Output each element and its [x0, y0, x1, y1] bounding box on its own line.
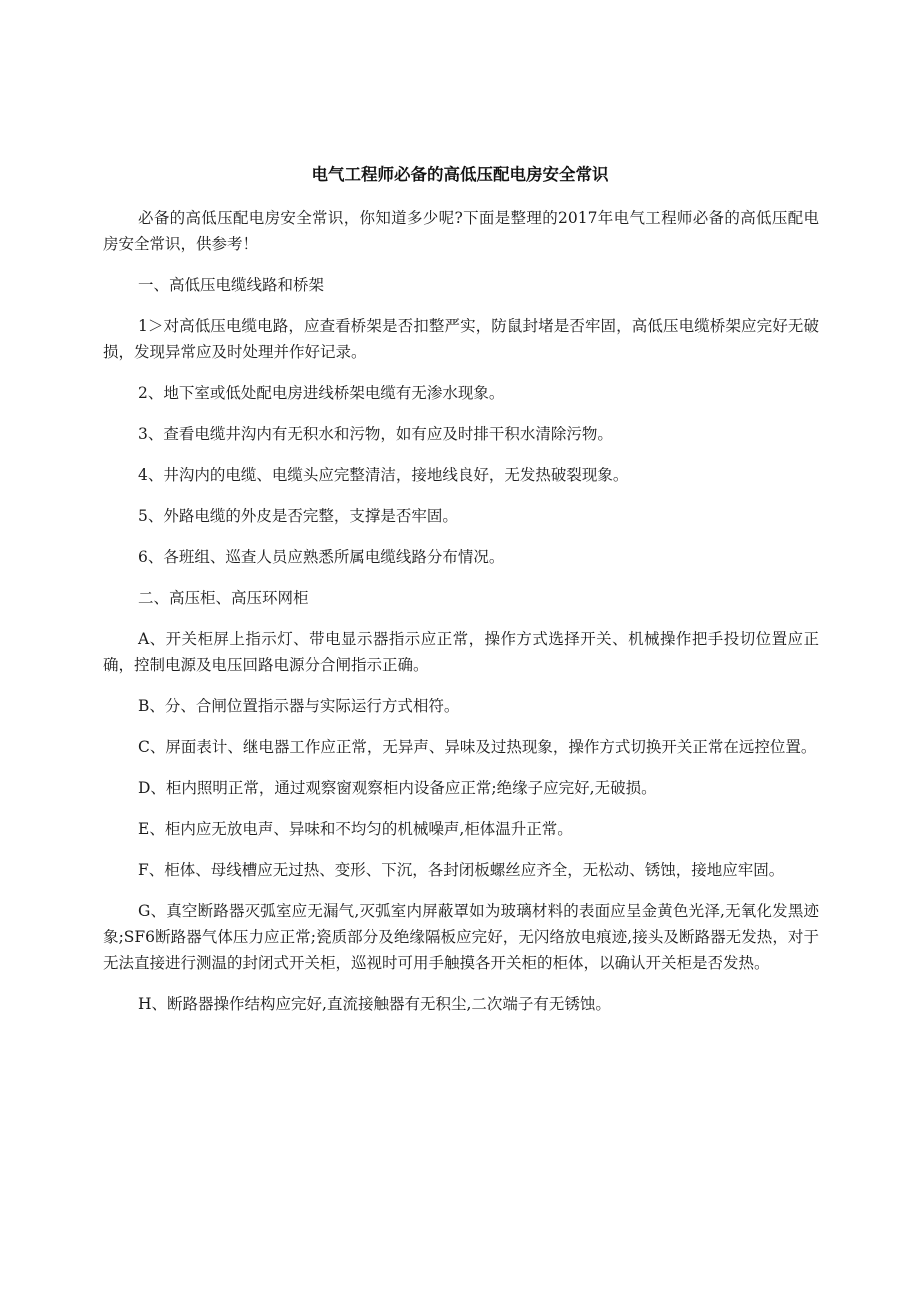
list-item: F、柜体、母线槽应无过热、变形、下沉，各封闭板螺丝应齐全，无松动、锈蚀，接地应牢固。	[138, 861, 785, 879]
section-heading-switchgear: 二、高压柜、高压环网柜	[138, 589, 309, 607]
page-title: 电气工程师必备的高低压配电房安全常识	[311, 165, 609, 184]
list-item: B、分、合闸位置指示器与实际运行方式相符。	[138, 697, 460, 715]
list-item: 2、地下室或低处配电房进线桥架电缆有无渗水现象。	[138, 384, 505, 402]
list-item: 3、查看电缆井沟内有无积水和污物，如有应及时排干积水清除污物。	[138, 425, 613, 443]
list-item: 6、各班组、巡查人员应熟悉所属电缆线路分布情况。	[138, 548, 505, 566]
document-body	[103, 205, 819, 1017]
list-item: H、断路器操作结构应完好,直流接触器有无积尘,二次端子有无锈蚀。	[138, 995, 611, 1013]
list-item: 4、井沟内的电缆、电缆头应完整清洁，接地线良好，无发热破裂现象。	[138, 466, 629, 484]
list-item: D、柜内照明正常，通过观察窗观察柜内设备应正常;绝缘子应完好,无破损。	[138, 779, 657, 797]
list-item: G、真空断路器灭弧室应无漏气,灭弧室内屏蔽罩如为玻璃材料的表面应呈金黄色光泽,无氧化发黑迹象;SF6断路器气体压力应正常;瓷质部分及绝缘隔板应完好，无闪络放电痕迹,接头及断路器无发热，对于无法直接进行测温的封闭式开关柜，巡视时可用手触摸各开关柜的柜体，以确认开关柜是否发热。	[103, 902, 819, 972]
intro-paragraph: 必备的高低压配电房安全常识，你知道多少呢?下面是整理的2017年电气工程师必备的高低压配电房安全常识，供参考！	[103, 209, 819, 253]
list-item: 5、外路电缆的外皮是否完整，支撑是否牢固。	[138, 507, 458, 525]
list-item: C、屏面表计、继电器工作应正常，无异声、异味及过热现象，操作方式切换开关正常在远控位置。	[138, 738, 817, 756]
list-item: A、开关柜屏上指示灯、带电显示器指示应正常，操作方式选择开关、机械操作把手投切位置应正确，控制电源及电压回路电源分合闸指示正确。	[103, 630, 819, 674]
list-item: 1＞对高低压电缆电路，应查看桥架是否扣整严实，防鼠封堵是否牢固，高低压电缆桥架应完好无破损，发现异常应及时处理并作好记录。	[103, 317, 819, 361]
section-heading-cables: 一、高低压电缆线路和桥架	[138, 276, 325, 294]
list-item: E、柜内应无放电声、异味和不均匀的机械噪声,柜体温升正常。	[138, 820, 573, 838]
